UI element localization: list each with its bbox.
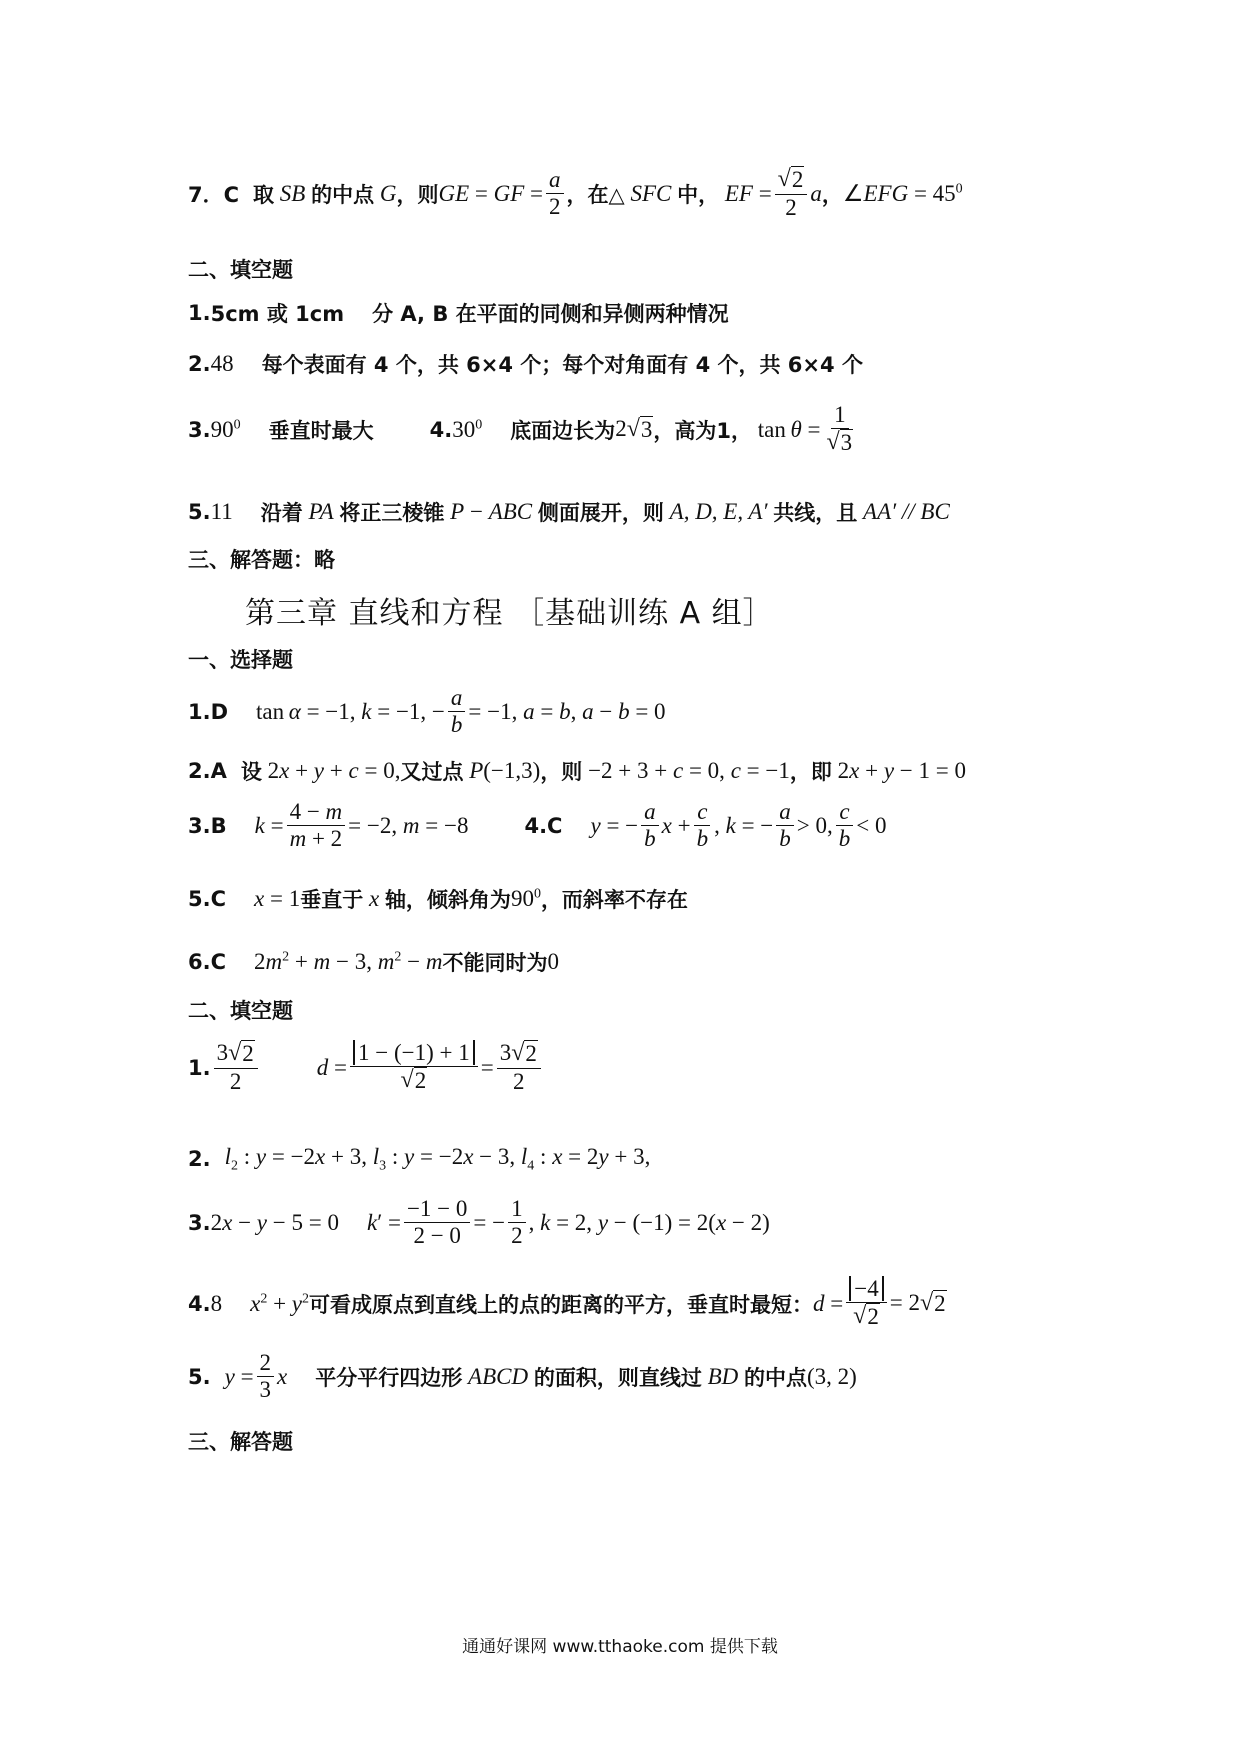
choice-answer-2: 2.A 设 2x + y + c = 0, 又过点 P(−1,3) ，则 −2 + 3 + c = 0, c = −1 ，即 2x + y − 1 = 0 <box>188 758 966 784</box>
answer-7: 7．C 取 SB 的中点 G ，则 GE = GF = $\frac{a}{2}$ ，在△ SFC 中， EF = √ 2 2 a ， ∠EFG = $45^0$ <box>188 166 963 220</box>
choice-answer-1: 1.D tan α = −1, k = −1, − $\frac{a}{b}$ = −1, a = b, a − b = 0 <box>188 685 666 738</box>
choice-answer-3-4: 3.B k = $\frac{4 - m}{m + 2}$ = −2, m = −8 4.C y = − $\frac{a}{b}$ x + $\frac{c}{b}$ , k = − $\frac{a}{b}$ > 0, $\frac{c}{b}$ < 0 <box>188 799 887 852</box>
fill-answer-2: 2. 48 每个表面有 4 个，共 6×4 个；每个对角面有 4 个，共 6×4 个 <box>188 351 863 377</box>
section-answers: 三、解答题：略 <box>188 548 335 572</box>
section-fill-blank-2: 二、填空题 <box>188 999 293 1023</box>
choice-answer-5: 5.C x = 1 垂直于 x 轴，倾斜角为 $90^0$ ，而斜率不存在 <box>188 886 688 912</box>
section-answers-2: 三、解答题 <box>188 1430 293 1454</box>
choice-answer-6: 6.C $2m^2 + m - 3$, $m^2 - m$ 不能同时为 0 <box>188 949 559 975</box>
fill-answer-5: 5. 11 沿着 PA 将正三棱锥 P − ABC 侧面展开，则 A, D, E, A′ 共线，且 AA′ // BC <box>188 499 950 525</box>
footer-credit: 通通好课网 www.tthaoke.com 提供下载 <box>462 1637 778 1657</box>
fill-answer-3-4: 3. $90^0$ 垂直时最大 4. $30^0$ 底面边长为 2 √ 3 ，高为1， tan θ = 1 √ 3 <box>188 402 853 456</box>
section-choice: 一、选择题 <box>188 648 293 672</box>
fill-b-answer-1: 1. 3 √ 2 2 d = 1 − (−1) + 1 √ 2 = 3 √ 2 2 <box>188 1040 544 1095</box>
chapter-heading: 第三章 直线和方程 ［基础训练 A 组］ <box>245 596 774 631</box>
fill-answer-1: 1. 5cm 或 1cm 分 A, B 在平面的同侧和异侧两种情况 <box>188 301 729 326</box>
fill-b-answer-5: 5. y = $\frac{2}{3}$ x 平分平行四边形 ABCD 的面积，则直线过 BD 的中点 (3, 2) <box>188 1350 857 1403</box>
fill-b-answer-2: 2. $l_2$ : y = −2x + 3, $l_3$ : y = −2x − 3, $l_4$ : x = 2y + 3, <box>188 1144 651 1174</box>
fill-b-answer-3: 3. 2x − y − 5 = 0 k′ = $\frac{-1 - 0}{2 - 0}$ = − $\frac{1}{2}$ , k = 2, y − (−1) = 2(x − 2) <box>188 1196 770 1249</box>
section-fill-blank: 二、填空题 <box>188 258 293 282</box>
fill-b-answer-4: 4. 8 $x^2 + y^2$ 可看成原点到直线上的点的距离的平方，垂直时最短： d = −4 √ 2 = 2 √ 2 <box>188 1276 946 1330</box>
